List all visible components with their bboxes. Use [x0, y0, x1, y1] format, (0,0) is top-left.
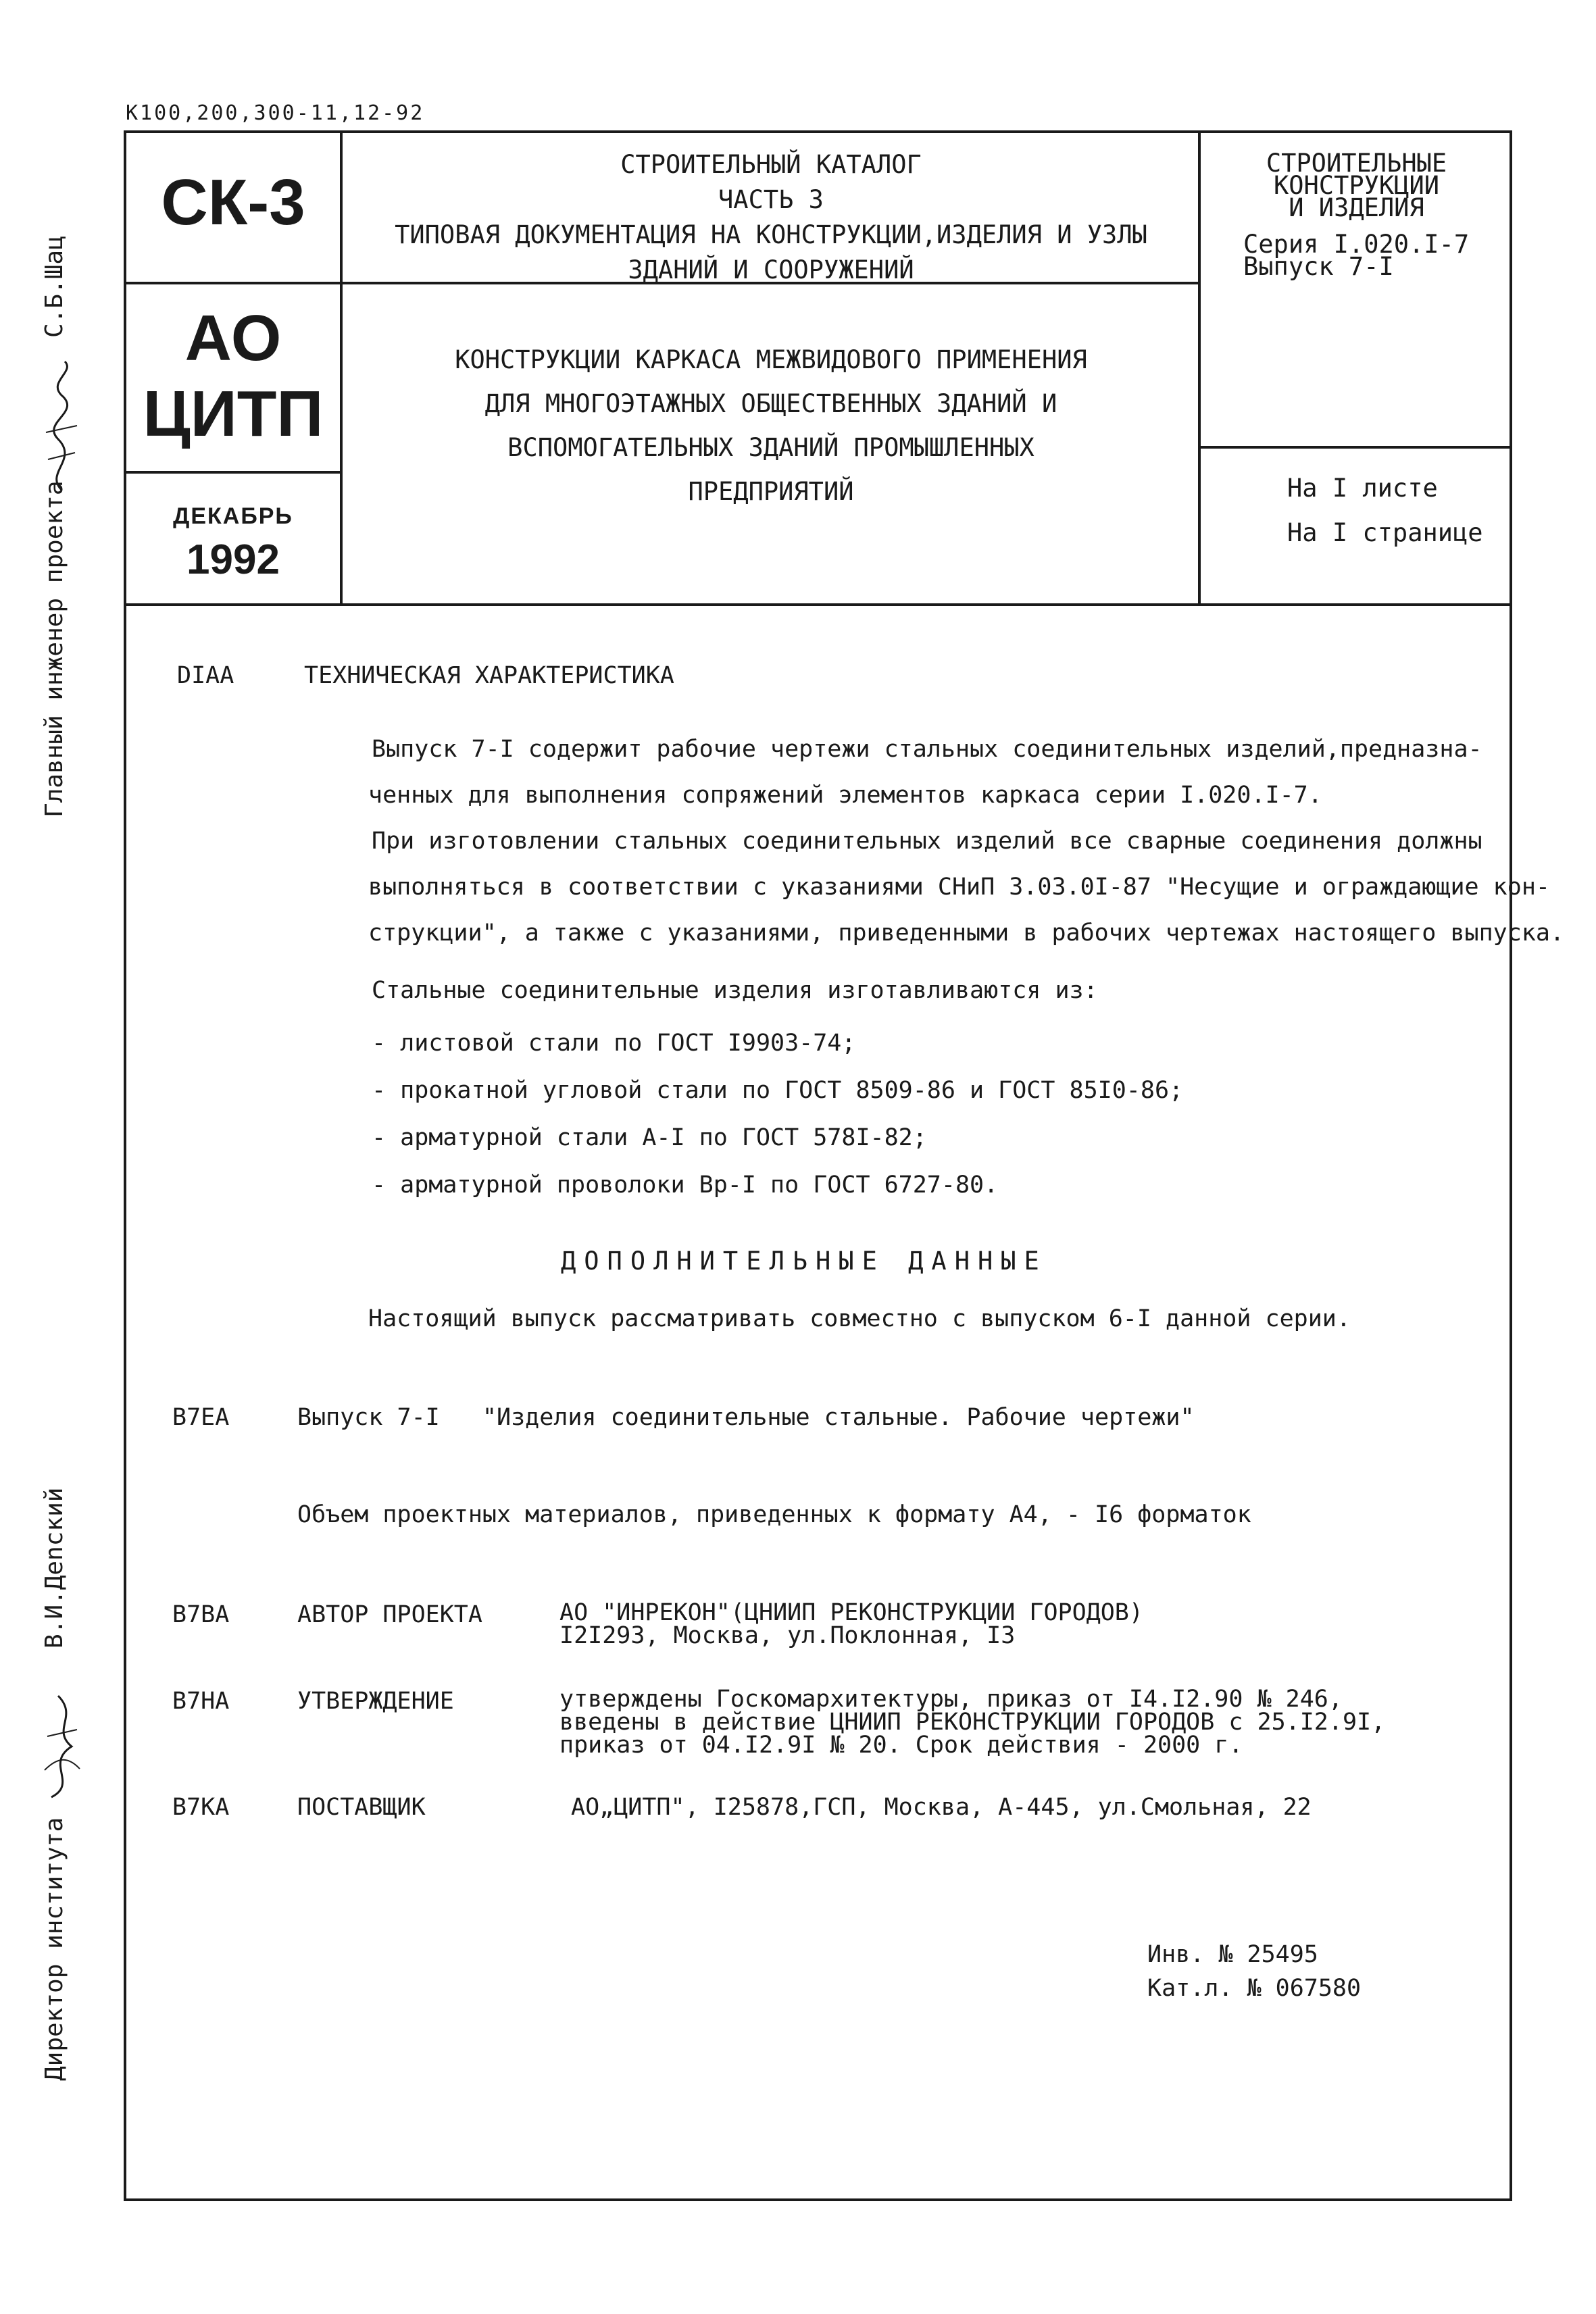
header-bottom-rule	[124, 603, 1512, 606]
header-left-lower-rule	[124, 471, 341, 474]
document-code: К100,200,300-11,12-92	[126, 101, 425, 125]
catalog-title-line: ТИПОВАЯ ДОКУМЕНТАЦИЯ НА КОНСТРУКЦИИ,ИЗДЕЛИЯ И УЗЛЫ	[395, 220, 1147, 249]
section-code: В7ЕА	[172, 1404, 230, 1431]
tech-text-line: При изготовлении стальных соединительных изделий все сварные соединения должны	[372, 828, 1482, 855]
document-title-line: ДЛЯ МНОГОЭТАЖНЫХ ОБЩЕСТВЕННЫХ ЗДАНИЙ И	[484, 389, 1057, 418]
material-list-item: - арматурной стали А-I по ГОСТ 578I-82;	[372, 1124, 927, 1151]
director-name: В.И.Деnский	[41, 1487, 68, 1649]
author-line: АО "ИНРЕКОН"(ЦНИИП РЕКОНСТРУКЦИИ ГОРОДОВ)	[559, 1599, 1143, 1626]
tech-text-line: ченных для выполнения сопряжений элементов каркаса серии I.020.I-7.	[368, 782, 1322, 809]
tech-text-line: струкции", а также с указаниями, приведенными в рабочих чертежах настоящего выпуска.	[368, 920, 1565, 947]
document-title-line: КОНСТРУКЦИИ КАРКАСА МЕЖВИДОВОГО ПРИМЕНЕНИЯ	[455, 345, 1087, 374]
additional-heading: ДОПОЛНИТЕЛЬНЫЕ ДАННЫЕ	[561, 1247, 1047, 1276]
supplier-info: АО„ЦИТП", I25878,ГСП, Москва, А-445, ул.Смольная, 22	[571, 1794, 1312, 1821]
author-info	[559, 1601, 1143, 1647]
organization-line-2: ЦИТП	[143, 378, 324, 450]
catalog-title-line: ЗДАНИЙ И СООРУЖЕНИЙ	[628, 255, 914, 284]
approval-line: утверждены Госкомархитектуры, приказ от I4.I2.90 № 246,	[559, 1686, 1343, 1713]
issue-title: Выпуск 7-I "Изделия соединительные стальные. Рабочие чертежи"	[297, 1404, 1195, 1431]
catalog-title-line: СТРОИТЕЛЬНЫЙ КАТАЛОГ	[620, 150, 922, 179]
section-title-line: И ИЗДЕЛИЯ	[1289, 193, 1424, 222]
section-code: В7ВА	[172, 1601, 230, 1628]
additional-text: Настоящий выпуск рассматривать совместно с выпуском 6-I данной серии.	[368, 1305, 1351, 1332]
document-title	[345, 338, 1197, 513]
series-info	[1243, 230, 1470, 281]
catalog-sheet-number: Кат.л. № 067580	[1147, 1975, 1362, 2002]
approval-info	[559, 1688, 1385, 1757]
director-label: Директор института	[41, 1817, 68, 2081]
material-list-item: - листовой стали по ГОСТ I9903-74;	[372, 1030, 856, 1057]
catalog-title	[345, 147, 1197, 288]
chief-engineer-signature	[38, 358, 85, 493]
section-title-line: СТРОИТЕЛЬНЫЕ	[1266, 149, 1447, 178]
tech-text-line: Выпуск 7-I содержит рабочие чертежи стальных соединительных изделий,предназна-	[372, 736, 1482, 763]
section-code: В7КА	[172, 1794, 230, 1821]
approval-line: приказ от 04.I2.9I № 20. Срок действия - 2000 г.	[559, 1732, 1243, 1759]
section-code: В7НА	[172, 1688, 230, 1715]
header-left-divider	[340, 130, 343, 603]
inventory-number: Инв. № 25495	[1147, 1941, 1318, 1968]
series-number: Серия I.020.I-7	[1243, 230, 1470, 259]
catalog-code: СК-3	[161, 166, 305, 238]
tech-heading: ТЕХНИЧЕСКАЯ ХАРАКТЕРИСТИКА	[304, 662, 674, 689]
volume-text: Объем проектных материалов, приведенных к формату А4, - I6 форматок	[297, 1501, 1251, 1528]
material-list-item: - прокатной угловой стали по ГОСТ 8509-86 и ГОСТ 85I0-86;	[372, 1077, 1184, 1104]
tech-text-line: выполняться в соответствии с указаниями СНиП 3.03.0I-87 "Несущие и ограждающие кон-	[368, 874, 1550, 901]
organization-line-1: АО	[184, 302, 282, 374]
material-list-item: - арматурной проволоки Вр-I по ГОСТ 6727-80.	[372, 1172, 999, 1199]
header-right-lower-rule	[1198, 446, 1512, 449]
section-code: DIAA	[177, 662, 234, 689]
section-title	[1203, 149, 1510, 222]
header-right-divider	[1198, 130, 1201, 603]
author-label: АВТОР ПРОЕКТА	[297, 1601, 482, 1628]
approval-line: введены в действие ЦНИИП РЕКОНСТРУКЦИИ ГОРОДОВ с 25.I2.9I,	[559, 1709, 1386, 1736]
issue-month: ДЕКАБРЬ	[173, 503, 293, 529]
document-title-line: ВСПОМОГАТЕЛЬНЫХ ЗДАНИЙ ПРОМЫШЛЕННЫХ	[507, 433, 1034, 462]
document-title-line: ПРЕДПРИЯТИЙ	[688, 477, 854, 506]
director-signature	[38, 1689, 85, 1804]
tech-text-line: Стальные соединительные изделия изготавливаются из:	[372, 977, 1098, 1004]
sheet-count: На I листе	[1287, 474, 1438, 503]
author-line: I2I293, Москва, ул.Поклонная, I3	[559, 1622, 1016, 1649]
section-title-line: КОНСТРУКЦИИ	[1273, 171, 1440, 200]
supplier-label: ПОСТАВЩИК	[297, 1794, 426, 1821]
issue-year: 1992	[186, 536, 280, 583]
inventory-info	[1147, 1938, 1361, 2005]
catalog-title-line: ЧАСТЬ 3	[718, 185, 824, 214]
organization-name	[126, 301, 340, 452]
sheet-info	[1287, 466, 1483, 555]
chief-engineer-label: Главный инженер проекта	[41, 480, 68, 818]
approval-label: УТВЕРЖДЕНИЕ	[297, 1688, 454, 1715]
page-count: На I странице	[1287, 518, 1483, 547]
issue-number: Выпуск 7-I	[1243, 252, 1394, 281]
chief-engineer-name: С.Б.Шац	[41, 235, 68, 338]
